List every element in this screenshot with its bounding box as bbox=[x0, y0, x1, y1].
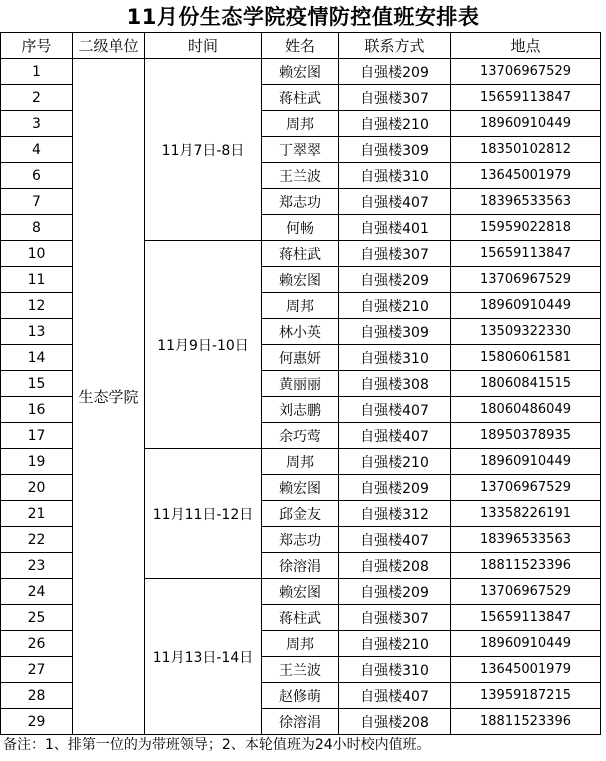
cell-phone: 15659113847 bbox=[451, 605, 601, 631]
cell-name: 黄丽丽 bbox=[262, 371, 339, 397]
cell-phone: 13645001979 bbox=[451, 163, 601, 189]
cell-seq: 15 bbox=[1, 371, 73, 397]
cell-name: 王兰波 bbox=[262, 163, 339, 189]
cell-phone: 18960910449 bbox=[451, 293, 601, 319]
cell-name: 刘志鹏 bbox=[262, 397, 339, 423]
cell-phone: 15659113847 bbox=[451, 241, 601, 267]
cell-seq: 12 bbox=[1, 293, 73, 319]
cell-name: 赖宏图 bbox=[262, 475, 339, 501]
cell-phone: 18950378935 bbox=[451, 423, 601, 449]
cell-seq: 13 bbox=[1, 319, 73, 345]
cell-name: 蒋柱武 bbox=[262, 241, 339, 267]
cell-unit: 生态学院 bbox=[73, 59, 145, 735]
cell-seq: 6 bbox=[1, 163, 73, 189]
cell-phone: 18396533563 bbox=[451, 189, 601, 215]
cell-name: 赖宏图 bbox=[262, 267, 339, 293]
cell-seq: 21 bbox=[1, 501, 73, 527]
cell-seq: 19 bbox=[1, 449, 73, 475]
footnote: 备注：1、排第一位的为带班领导；2、本轮值班为24小时校内值班。 bbox=[3, 737, 431, 753]
cell-name: 赖宏图 bbox=[262, 579, 339, 605]
cell-contact: 自强楼309 bbox=[339, 319, 451, 345]
cell-contact: 自强楼209 bbox=[339, 579, 451, 605]
cell-contact: 自强楼310 bbox=[339, 345, 451, 371]
cell-seq: 25 bbox=[1, 605, 73, 631]
cell-phone: 18811523396 bbox=[451, 709, 601, 735]
cell-name: 周邦 bbox=[262, 449, 339, 475]
cell-contact: 自强楼407 bbox=[339, 189, 451, 215]
cell-date: 11月11日-12日 bbox=[145, 449, 262, 579]
page-title: 11月份生态学院疫情防控值班安排表 bbox=[126, 5, 480, 29]
cell-phone: 18396533563 bbox=[451, 527, 601, 553]
cell-contact: 自强楼210 bbox=[339, 449, 451, 475]
header-time: 时间 bbox=[145, 33, 262, 59]
cell-contact: 自强楼407 bbox=[339, 397, 451, 423]
cell-phone: 18960910449 bbox=[451, 631, 601, 657]
cell-name: 赖宏图 bbox=[262, 59, 339, 85]
cell-contact: 自强楼407 bbox=[339, 423, 451, 449]
cell-phone: 13959187215 bbox=[451, 683, 601, 709]
cell-seq: 22 bbox=[1, 527, 73, 553]
cell-name: 丁翠翠 bbox=[262, 137, 339, 163]
cell-name: 邱金友 bbox=[262, 501, 339, 527]
cell-contact: 自强楼210 bbox=[339, 293, 451, 319]
cell-name: 郑志功 bbox=[262, 527, 339, 553]
cell-seq: 26 bbox=[1, 631, 73, 657]
cell-contact: 自强楼401 bbox=[339, 215, 451, 241]
cell-contact: 自强楼407 bbox=[339, 527, 451, 553]
cell-phone: 18960910449 bbox=[451, 449, 601, 475]
cell-seq: 4 bbox=[1, 137, 73, 163]
table-row bbox=[1, 59, 601, 85]
cell-seq: 3 bbox=[1, 111, 73, 137]
cell-name: 蒋柱武 bbox=[262, 85, 339, 111]
cell-contact: 自强楼407 bbox=[339, 683, 451, 709]
cell-contact: 自强楼309 bbox=[339, 137, 451, 163]
cell-phone: 18060486049 bbox=[451, 397, 601, 423]
cell-name: 王兰波 bbox=[262, 657, 339, 683]
cell-date: 11月13日-14日 bbox=[145, 579, 262, 735]
cell-contact: 自强楼208 bbox=[339, 709, 451, 735]
cell-contact: 自强楼209 bbox=[339, 267, 451, 293]
cell-phone: 13358226191 bbox=[451, 501, 601, 527]
table-body bbox=[1, 59, 601, 735]
cell-seq: 20 bbox=[1, 475, 73, 501]
cell-seq: 7 bbox=[1, 189, 73, 215]
cell-phone: 13509322330 bbox=[451, 319, 601, 345]
cell-name: 郑志功 bbox=[262, 189, 339, 215]
cell-name: 林小英 bbox=[262, 319, 339, 345]
cell-contact: 自强楼210 bbox=[339, 111, 451, 137]
cell-name: 周邦 bbox=[262, 293, 339, 319]
cell-phone: 13645001979 bbox=[451, 657, 601, 683]
cell-seq: 17 bbox=[1, 423, 73, 449]
cell-phone: 15659113847 bbox=[451, 85, 601, 111]
cell-name: 蒋柱武 bbox=[262, 605, 339, 631]
cell-contact: 自强楼310 bbox=[339, 657, 451, 683]
cell-seq: 16 bbox=[1, 397, 73, 423]
header-unit: 二级单位 bbox=[73, 33, 145, 59]
cell-contact: 自强楼209 bbox=[339, 59, 451, 85]
header-contact: 联系方式 bbox=[339, 33, 451, 59]
cell-phone: 13706967529 bbox=[451, 475, 601, 501]
cell-contact: 自强楼307 bbox=[339, 85, 451, 111]
cell-phone: 15806061581 bbox=[451, 345, 601, 371]
cell-name: 徐溶涓 bbox=[262, 709, 339, 735]
cell-date: 11月9日-10日 bbox=[145, 241, 262, 449]
cell-phone: 18811523396 bbox=[451, 553, 601, 579]
cell-date: 11月7日-8日 bbox=[145, 59, 262, 241]
cell-name: 余巧莺 bbox=[262, 423, 339, 449]
cell-phone: 15959022818 bbox=[451, 215, 601, 241]
cell-seq: 1 bbox=[1, 59, 73, 85]
header-row bbox=[1, 33, 601, 59]
cell-contact: 自强楼310 bbox=[339, 163, 451, 189]
cell-contact: 自强楼208 bbox=[339, 553, 451, 579]
cell-name: 周邦 bbox=[262, 111, 339, 137]
cell-seq: 14 bbox=[1, 345, 73, 371]
cell-contact: 自强楼307 bbox=[339, 605, 451, 631]
cell-contact: 自强楼308 bbox=[339, 371, 451, 397]
header-name: 姓名 bbox=[262, 33, 339, 59]
cell-phone: 13706967529 bbox=[451, 267, 601, 293]
cell-seq: 28 bbox=[1, 683, 73, 709]
cell-seq: 29 bbox=[1, 709, 73, 735]
cell-contact: 自强楼307 bbox=[339, 241, 451, 267]
duty-schedule-table bbox=[0, 32, 601, 735]
cell-seq: 24 bbox=[1, 579, 73, 605]
cell-phone: 18060841515 bbox=[451, 371, 601, 397]
cell-name: 赵修萌 bbox=[262, 683, 339, 709]
cell-phone: 13706967529 bbox=[451, 579, 601, 605]
cell-seq: 27 bbox=[1, 657, 73, 683]
cell-seq: 8 bbox=[1, 215, 73, 241]
cell-seq: 2 bbox=[1, 85, 73, 111]
cell-phone: 18350102812 bbox=[451, 137, 601, 163]
header-seq: 序号 bbox=[1, 33, 73, 59]
cell-name: 周邦 bbox=[262, 631, 339, 657]
cell-seq: 23 bbox=[1, 553, 73, 579]
cell-seq: 11 bbox=[1, 267, 73, 293]
cell-contact: 自强楼210 bbox=[339, 631, 451, 657]
cell-contact: 自强楼209 bbox=[339, 475, 451, 501]
header-location: 地点 bbox=[451, 33, 601, 59]
cell-name: 何惠妍 bbox=[262, 345, 339, 371]
cell-phone: 13706967529 bbox=[451, 59, 601, 85]
cell-seq: 10 bbox=[1, 241, 73, 267]
cell-phone: 18960910449 bbox=[451, 111, 601, 137]
cell-contact: 自强楼312 bbox=[339, 501, 451, 527]
cell-name: 何畅 bbox=[262, 215, 339, 241]
cell-name: 徐溶涓 bbox=[262, 553, 339, 579]
